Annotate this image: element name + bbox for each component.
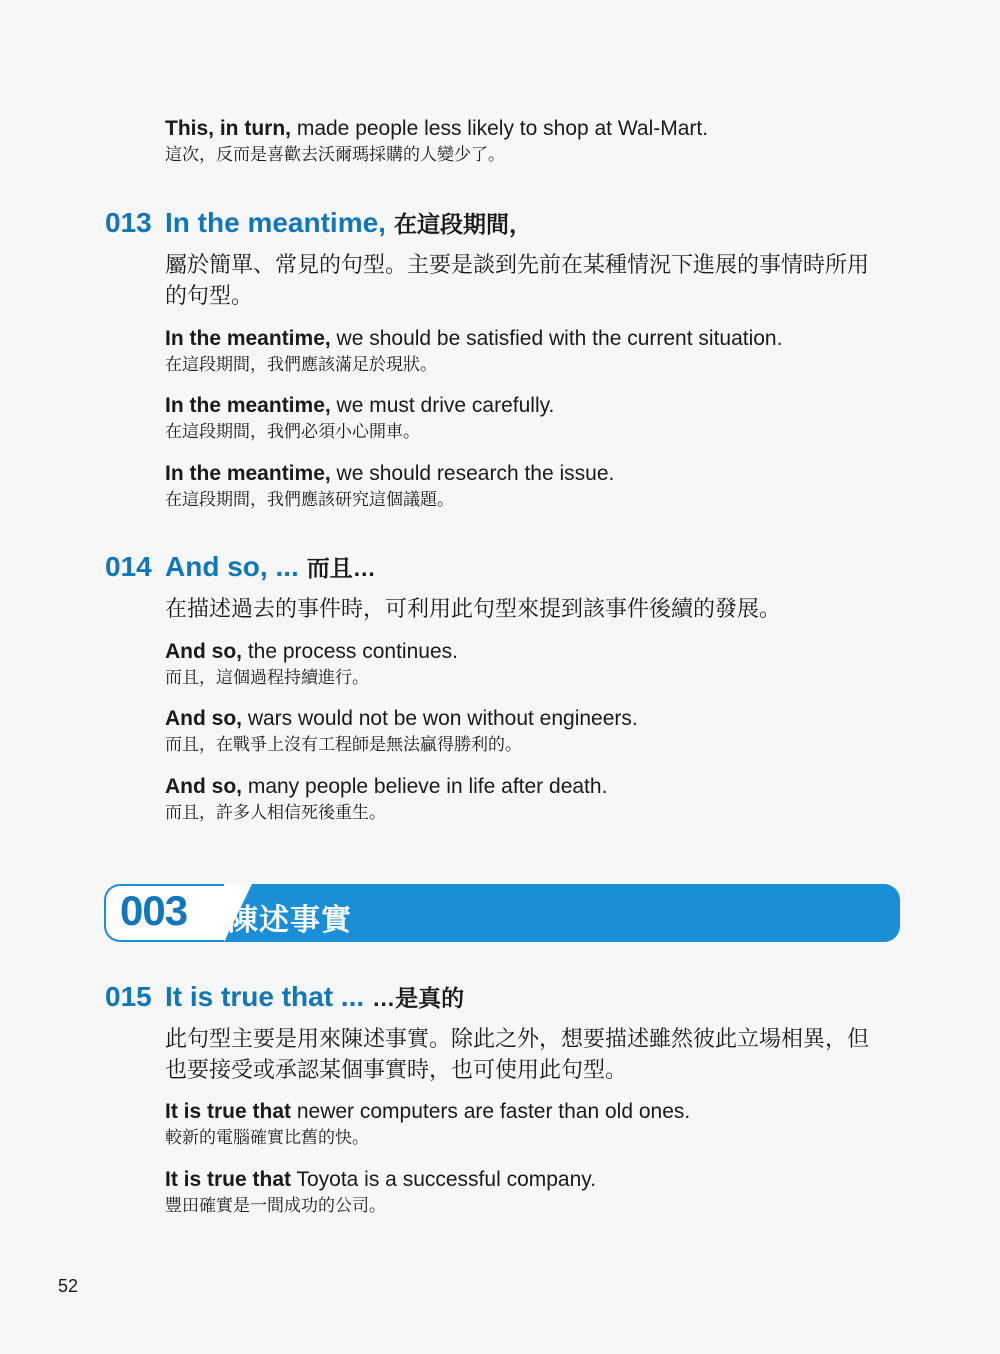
entry-description	[165, 1023, 905, 1085]
example-sentence: we should be satisfied with the current situation.	[330, 327, 783, 350]
entry-title-translation: 在這段期間，	[393, 211, 532, 237]
example-phrase: This, in turn,	[165, 117, 291, 140]
example-english	[165, 639, 925, 665]
example-block	[165, 774, 925, 824]
example-phrase: And so,	[165, 775, 242, 798]
example-english	[165, 706, 925, 732]
example-block	[165, 326, 925, 376]
example-block	[165, 1167, 925, 1217]
entry-heading	[105, 206, 532, 244]
example-phrase: And so,	[165, 707, 242, 730]
example-translation: 在這段期間，我們應該研究這個議題。	[165, 490, 454, 509]
example-phrase: In the meantime,	[165, 394, 331, 417]
example-phrase: In the meantime,	[165, 462, 331, 485]
section-banner	[104, 884, 900, 942]
entry-title-translation: …是真的	[372, 985, 465, 1011]
section-title: 陳述事實	[228, 904, 352, 937]
example-translation: 而且，在戰爭上沒有工程師是無法贏得勝利的。	[165, 735, 522, 754]
description-line: 屬於簡單、常見的句型。主要是談到先前在某種情況下進展的事情時所用	[165, 252, 870, 277]
example-translation: 較新的電腦確實比舊的快。	[165, 1128, 369, 1147]
entry-title-translation: 而且…	[306, 555, 376, 581]
example-english	[165, 393, 925, 419]
example-block	[165, 639, 925, 689]
example-sentence: we must drive carefully.	[330, 394, 555, 417]
entry-number: 015	[105, 981, 152, 1012]
description-line: 的句型。	[165, 283, 254, 308]
example-english	[165, 116, 925, 142]
example-english	[165, 461, 925, 487]
entry-description	[165, 249, 905, 311]
entry-title: And so, ...	[165, 551, 299, 582]
entry-heading	[105, 980, 464, 1018]
entry-number: 014	[105, 551, 152, 582]
example-sentence: Toyota is a successful company.	[291, 1168, 597, 1191]
example-block	[165, 706, 925, 756]
example-sentence: made people less likely to shop at Wal-Mart.	[291, 117, 709, 140]
description-line: 在描述過去的事件時，可利用此句型來提到該事件後續的發展。	[165, 596, 782, 621]
example-translation: 豐田確實是一間成功的公司。	[165, 1196, 386, 1215]
entry-title: It is true that ...	[165, 981, 365, 1012]
example-english	[165, 774, 925, 800]
example-sentence: many people believe in life after death.	[242, 775, 608, 798]
example-sentence: we should research the issue.	[330, 462, 615, 485]
example-sentence: newer computers are faster than old ones.	[291, 1100, 691, 1123]
example-block	[165, 461, 925, 511]
example-translation: 而且，許多人相信死後重生。	[165, 803, 386, 822]
description-line: 此句型主要是用來陳述事實。除此之外，想要描述雖然彼此立場相異，但	[165, 1026, 870, 1051]
example-block	[165, 393, 925, 443]
description-line: 也要接受或承認某個事實時，也可使用此句型。	[165, 1057, 628, 1082]
example-sentence: the process continues.	[242, 640, 458, 663]
example-english	[165, 326, 925, 352]
example-phrase: And so,	[165, 640, 242, 663]
entry-number: 013	[105, 207, 152, 238]
entry-heading	[105, 550, 376, 588]
example-block	[165, 1099, 925, 1149]
example-phrase: It is true that	[165, 1168, 292, 1191]
example-translation: 在這段期間，我們應該滿足於現狀。	[165, 355, 437, 374]
entry-title: In the meantime,	[165, 207, 386, 238]
example-translation: 這次，反而是喜歡去沃爾瑪採購的人變少了。	[165, 145, 505, 164]
example-block	[165, 116, 925, 166]
example-english	[165, 1099, 925, 1125]
example-sentence: wars would not be won without engineers.	[242, 707, 638, 730]
example-translation: 在這段期間，我們必須小心開車。	[165, 422, 420, 441]
example-english	[165, 1167, 925, 1193]
example-phrase: In the meantime,	[165, 327, 331, 350]
page-number: 52	[58, 1276, 79, 1296]
section-code: 003	[120, 887, 188, 934]
example-phrase: It is true that	[165, 1100, 292, 1123]
entry-description	[165, 593, 905, 624]
example-translation: 而且，這個過程持續進行。	[165, 668, 369, 687]
